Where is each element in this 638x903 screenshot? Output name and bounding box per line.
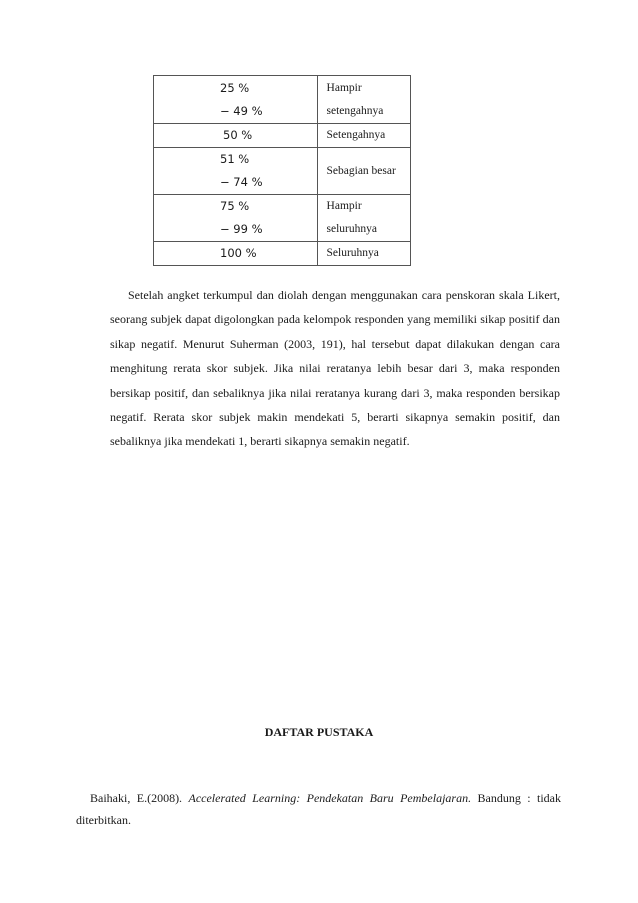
category-cell — [317, 76, 410, 124]
table-row — [154, 242, 411, 266]
reference-publisher: Bandung : tidak diterbitkan. — [76, 791, 561, 827]
category-text: Hampir — [326, 200, 362, 212]
range-text: 50 % — [223, 128, 253, 142]
category-cell — [317, 242, 410, 266]
range-text: 75 % — [220, 199, 250, 213]
reference-list — [76, 787, 561, 831]
table-row — [154, 148, 411, 195]
category-text: setengahnya — [326, 104, 384, 117]
range-text: − 74 % — [220, 175, 263, 189]
range-text: 25 % — [220, 80, 250, 95]
category-text: Setengahnya — [326, 129, 386, 141]
category-text: Sebagian besar — [326, 164, 396, 177]
category-cell — [317, 124, 410, 148]
body-text — [110, 283, 560, 454]
range-cell — [154, 76, 318, 124]
range-cell — [154, 242, 318, 266]
section-heading: DAFTAR PUSTAKA — [264, 725, 374, 739]
table-row — [154, 195, 411, 242]
reference-author-year: Baihaki, E.(2008). — [90, 791, 183, 805]
range-text: − 99 % — [220, 222, 263, 236]
category-cell — [317, 195, 410, 242]
range-text: 51 % — [220, 152, 250, 166]
category-text: seluruhnya — [326, 223, 377, 235]
reference-entry — [76, 787, 561, 831]
category-text: Hampir — [326, 81, 362, 94]
likert-percentage-table — [153, 75, 411, 266]
category-cell — [317, 148, 410, 195]
category-text: Seluruhnya — [326, 247, 379, 259]
range-cell — [154, 124, 318, 148]
range-cell — [154, 195, 318, 242]
table-row — [154, 76, 411, 124]
paragraph: Setelah angket terkumpul dan diolah dengan menggunakan cara penskoran skala Likert, seorang subjek dapat digolongkan pada kelompok responden yang memiliki sikap positif dan sikap negatif. Menurut Suherman (2003, 191), hal tersebut dapat dilakukan dengan cara menghitung rerata skor subjek. Jika nilai reratanya lebih besar dari 3, maka responden bersikap positif, dan sebaliknya jika nilai reratanya kurang dari 3, maka responden bersikap negatif. Rerata skor subjek makin mendekati 5, berarti sikapnya semakin positif, dan sebaliknya jika mendekati 1, berarti sikapnya semakin negatif. — [110, 288, 560, 449]
reference-title: Accelerated Learning: Pendekatan Baru Pembelajaran. — [188, 791, 472, 805]
range-text: − 49 % — [220, 103, 263, 118]
range-text: 100 % — [220, 246, 257, 260]
table-row — [154, 124, 411, 148]
range-cell — [154, 148, 318, 195]
